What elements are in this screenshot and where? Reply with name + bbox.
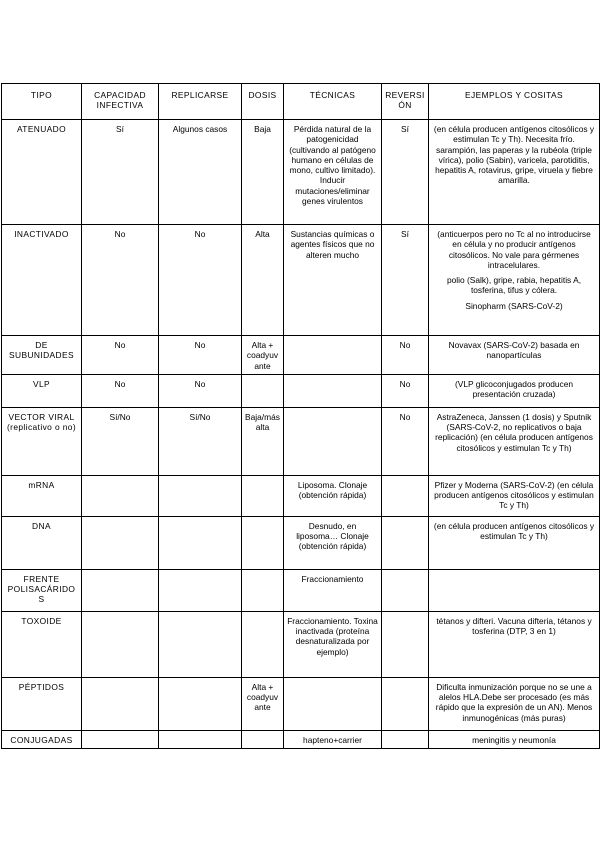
table-row xyxy=(2,374,600,407)
cell-replicarse xyxy=(159,475,242,516)
table-row xyxy=(2,569,600,611)
cell-ejemplos xyxy=(429,677,600,730)
cell-ejemplos xyxy=(429,225,600,336)
cell-tipo: DNA xyxy=(2,516,82,569)
cell-capacidad xyxy=(82,569,159,611)
cell-tipo: ATENUADO xyxy=(2,120,82,225)
cell-ejemplos xyxy=(429,569,600,611)
header-tipo: TIPO xyxy=(2,84,82,120)
cell-dosis: Baja/más alta xyxy=(242,407,284,475)
header-ejemplos: EJEMPLOS Y COSITAS xyxy=(429,84,600,120)
cell-ejemplos xyxy=(429,730,600,748)
cell-tecnicas: Fraccionamiento. Toxina inactivada (proteína desnaturalizada por ejemplo) xyxy=(284,611,382,677)
table-row xyxy=(2,336,600,375)
cell-tipo: FRENTE POLISACÁRIDOS xyxy=(2,569,82,611)
cell-tecnicas xyxy=(284,336,382,375)
cell-tecnicas: Desnudo, en liposoma… Clonaje (obtención rápida) xyxy=(284,516,382,569)
ejemplos-paragraph: Sinopharm (SARS-CoV-2) xyxy=(465,300,563,311)
cell-tecnicas xyxy=(284,677,382,730)
header-row xyxy=(2,84,600,120)
cell-reversion: No xyxy=(382,407,429,475)
cell-ejemplos xyxy=(429,407,600,475)
cell-capacidad: No xyxy=(82,225,159,336)
cell-ejemplos xyxy=(429,374,600,407)
cell-tipo: INACTIVADO xyxy=(2,225,82,336)
table-row xyxy=(2,730,600,748)
table-row xyxy=(2,611,600,677)
ejemplos-paragraph: meningitis y neumonía xyxy=(472,734,556,745)
cell-reversion xyxy=(382,569,429,611)
cell-replicarse: Sí/No xyxy=(159,407,242,475)
cell-tecnicas: hapteno+carrier xyxy=(284,730,382,748)
table-row xyxy=(2,677,600,730)
cell-dosis: Alta + coadyuvante xyxy=(242,336,284,375)
ejemplos-paragraph: Dificulta inmunización porque no se une a alelos HLA.Debe ser procesado (es más rápido que la expresión de un AN). Menos inmunogénicas (más puras) xyxy=(435,681,593,723)
cell-capacidad: Sí/No xyxy=(82,407,159,475)
cell-ejemplos xyxy=(429,611,600,677)
cell-capacidad xyxy=(82,730,159,748)
cell-capacidad xyxy=(82,677,159,730)
cell-dosis: Alta xyxy=(242,225,284,336)
cell-capacidad: Sí xyxy=(82,120,159,225)
cell-dosis xyxy=(242,475,284,516)
cell-reversion xyxy=(382,611,429,677)
cell-replicarse xyxy=(159,611,242,677)
cell-dosis: Alta + coadyuvante xyxy=(242,677,284,730)
ejemplos-paragraph: Pfizer y Moderna (SARS-CoV-2) (en célula producen antígenos citosólicos y estimulan Tc y Th) xyxy=(434,479,594,511)
header-tecnicas: TÉCNICAS xyxy=(284,84,382,120)
cell-capacidad xyxy=(82,475,159,516)
table-row xyxy=(2,516,600,569)
cell-capacidad: No xyxy=(82,374,159,407)
cell-tecnicas: Liposoma. Clonaje (obtención rápida) xyxy=(284,475,382,516)
cell-dosis xyxy=(242,730,284,748)
ejemplos-paragraph: (VLP glicoconjugados producen presentación cruzada) xyxy=(454,378,574,399)
cell-dosis xyxy=(242,611,284,677)
cell-tecnicas xyxy=(284,407,382,475)
cell-dosis xyxy=(242,374,284,407)
cell-dosis xyxy=(242,569,284,611)
cell-reversion: Sí xyxy=(382,120,429,225)
header-replicarse: REPLICARSE xyxy=(159,84,242,120)
cell-tecnicas: Sustancias químicas o agentes físicos que no alteren mucho xyxy=(284,225,382,336)
ejemplos-paragraph: Novavax (SARS-CoV-2) basada en nanopartículas xyxy=(448,340,580,361)
cell-replicarse: No xyxy=(159,336,242,375)
table-row xyxy=(2,407,600,475)
cell-tipo: PÉPTIDOS xyxy=(2,677,82,730)
cell-tipo: VLP xyxy=(2,374,82,407)
cell-replicarse xyxy=(159,569,242,611)
cell-ejemplos xyxy=(429,516,600,569)
cell-tipo: CONJUGADAS xyxy=(2,730,82,748)
cell-reversion xyxy=(382,475,429,516)
cell-ejemplos xyxy=(429,336,600,375)
table-row xyxy=(2,475,600,516)
table-row xyxy=(2,120,600,225)
ejemplos-paragraph: tétanos y difteri. Vacuna difteria, tétanos y tosferina (DTP, 3 en 1) xyxy=(436,615,592,636)
cell-dosis xyxy=(242,516,284,569)
cell-tecnicas: Fraccionamiento xyxy=(284,569,382,611)
header-reversion: REVERSIÓN xyxy=(382,84,429,120)
header-dosis: DOSIS xyxy=(242,84,284,120)
ejemplos-paragraph: (anticuerpos pero no Tc al no introducirse en célula y no producir antígenos citosólicos. No vale para gérmenes intracelulares. xyxy=(437,229,591,270)
cell-tecnicas: Pérdida natural de la patogenicidad (cultivando al patógeno humano en células de mono, cultivo limitado). Inducir mutaciones/eliminar genes virulentos xyxy=(284,120,382,225)
ejemplos-paragraph: (en célula producen antígenos citosólicos y estimulan Tc y Th). Necesita frío. sarampión, las paperas y la rubéola (triple vírica), polio (Sabin), varicela, parotiditis, hepatitis A, rotavirus, gripe, viruela y fiebre amarilla. xyxy=(433,124,595,186)
ejemplos-paragraph: AstraZeneca, Janssen (1 dosis) y Sputnik (SARS-CoV-2, no replicativos o baja replicación) (en célula producen antígenos citosólicos y estimulan Tc y Th) xyxy=(435,411,593,453)
cell-replicarse: No xyxy=(159,225,242,336)
cell-replicarse xyxy=(159,730,242,748)
table-row xyxy=(2,225,600,336)
cell-tecnicas xyxy=(284,374,382,407)
ejemplos-paragraph: polio (Salk), gripe, rabia, hepatitis A, tosferina, tifus y cólera. xyxy=(446,275,582,296)
cell-replicarse xyxy=(159,677,242,730)
cell-tipo: mRNA xyxy=(2,475,82,516)
cell-reversion: No xyxy=(382,374,429,407)
cell-capacidad: No xyxy=(82,336,159,375)
cell-tipo: TOXOIDE xyxy=(2,611,82,677)
header-capacidad-infectiva: CAPACIDAD INFECTIVA xyxy=(82,84,159,120)
cell-capacidad xyxy=(82,611,159,677)
cell-capacidad xyxy=(82,516,159,569)
cell-replicarse: Algunos casos xyxy=(159,120,242,225)
cell-tipo: DE SUBUNIDADES xyxy=(2,336,82,375)
cell-reversion xyxy=(382,516,429,569)
cell-replicarse: No xyxy=(159,374,242,407)
ejemplos-paragraph: (en célula producen antígenos citosólicos y estimulan Tc y Th) xyxy=(433,520,595,541)
cell-ejemplos xyxy=(429,120,600,225)
cell-reversion xyxy=(382,730,429,748)
cell-dosis: Baja xyxy=(242,120,284,225)
vaccine-table xyxy=(1,83,600,749)
cell-reversion: No xyxy=(382,336,429,375)
cell-tipo: VECTOR VIRAL (replicativo o no) xyxy=(2,407,82,475)
cell-reversion xyxy=(382,677,429,730)
cell-replicarse xyxy=(159,516,242,569)
cell-ejemplos xyxy=(429,475,600,516)
cell-reversion: Sí xyxy=(382,225,429,336)
